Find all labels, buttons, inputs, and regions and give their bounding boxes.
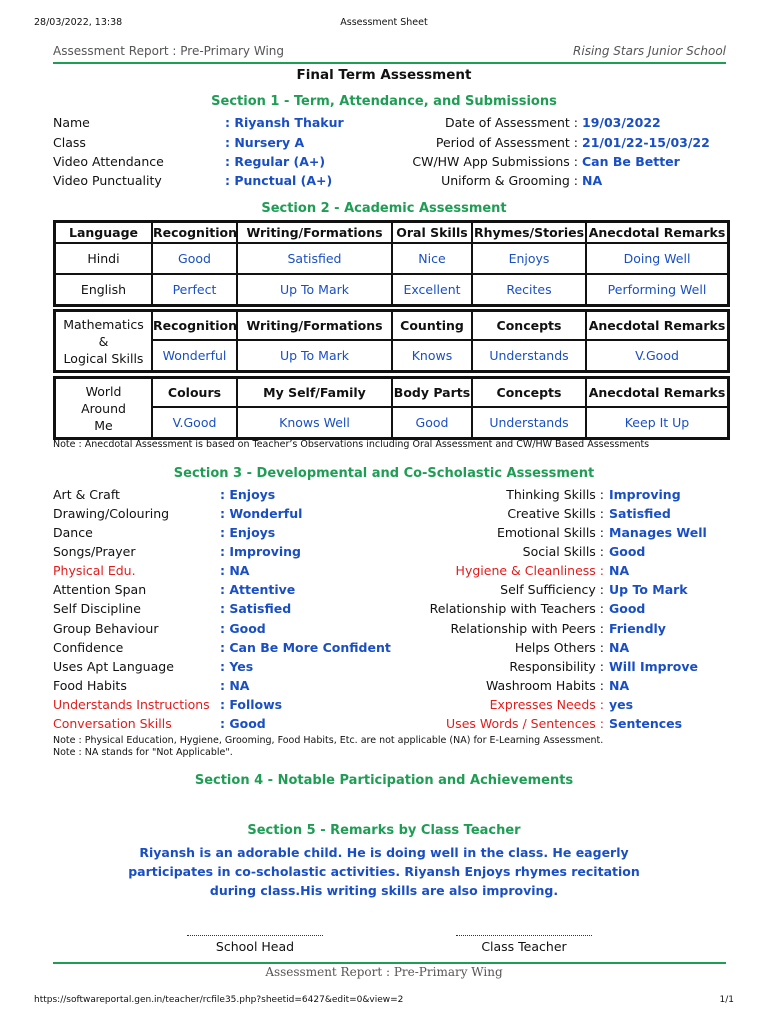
s3-label: Attention Span <box>53 582 147 597</box>
table-row <box>55 340 728 371</box>
table-header-cell: Language <box>55 222 152 243</box>
s1-value-submissions: Can Be Better <box>582 154 680 169</box>
s3-label: Relationship with Teachers : <box>429 601 604 616</box>
s1-label-uniform: Uniform & Grooming : <box>441 173 578 188</box>
table-cell: Excellent <box>392 274 472 305</box>
table-header-cell: Recognition <box>152 311 237 340</box>
s1-value-period: 21/01/22-15/03/22 <box>582 135 710 150</box>
s3-value: Good <box>609 544 646 559</box>
table-cell: Up To Mark <box>237 274 392 305</box>
table-header-cell: Concepts <box>472 378 586 407</box>
subject-line: Logical Skills <box>63 350 144 366</box>
s1-value-video-punctuality: : Punctual (A+) <box>225 173 333 188</box>
s3-value: : Enjoys <box>220 525 276 540</box>
s3-value: Friendly <box>609 621 666 636</box>
subject-line: Around <box>81 400 126 416</box>
print-url: https://softwareportal.gen.in/teacher/rcfile35.php?sheetid=6427&edit=0&view=2 <box>34 995 404 1005</box>
s3-value: NA <box>609 640 630 655</box>
subject-line: Me <box>94 417 113 433</box>
table-cell: V.Good <box>586 340 728 371</box>
s3-value: Improving <box>609 487 681 502</box>
header-divider <box>53 62 726 64</box>
s3-label: Self Sufficiency : <box>500 582 604 597</box>
remark-line: Riyansh is an adorable child. He is doing well in the class. He eagerly <box>139 845 629 860</box>
subject-cell: English <box>55 274 152 305</box>
report-header-left: Assessment Report : Pre-Primary Wing <box>53 44 284 58</box>
s3-value: NA <box>609 563 630 578</box>
s3-label: Songs/Prayer <box>53 544 136 559</box>
s1-label-date: Date of Assessment : <box>444 115 578 130</box>
section3-note: Note : Physical Education, Hygiene, Grooming, Food Habits, Etc. are not applicable (NA) for E-Learning Assessment. <box>53 735 604 746</box>
s3-value: : Satisfied <box>220 601 292 616</box>
s3-value: Up To Mark <box>609 582 688 597</box>
table-header-row <box>55 378 728 407</box>
s3-value: : Can Be More Confident <box>220 640 391 655</box>
s3-value: : Improving <box>220 544 302 559</box>
table-cell: Performing Well <box>586 274 728 305</box>
s1-label-video-attendance: Video Attendance <box>53 154 164 169</box>
s3-value: : NA <box>220 563 250 578</box>
s1-value-video-attendance: : Regular (A+) <box>225 154 326 169</box>
s1-value-class: : Nursery A <box>225 135 305 150</box>
table-cell: Wonderful <box>152 340 237 371</box>
table-header-cell: Oral Skills <box>392 222 472 243</box>
section3-title: Section 3 - Developmental and Co-Scholastic Assessment <box>173 466 595 481</box>
footer-divider <box>53 962 726 964</box>
section2-title: Section 2 - Academic Assessment <box>261 201 507 216</box>
subject-line: World <box>85 383 122 399</box>
table-header-cell: Writing/Formations <box>237 222 392 243</box>
s3-label: Helps Others : <box>514 640 604 655</box>
table-header-cell: Anecdotal Remarks <box>586 311 728 340</box>
table-header-cell: Concepts <box>472 311 586 340</box>
s3-value: : Wonderful <box>220 506 303 521</box>
s3-value: yes <box>609 697 634 712</box>
s3-value: : NA <box>220 678 250 693</box>
table-cell: Up To Mark <box>237 340 392 371</box>
table-header-cell: Recognition <box>152 222 237 243</box>
table-cell: Good <box>392 407 472 438</box>
language-table <box>53 220 730 307</box>
s3-label: Hygiene & Cleanliness : <box>455 563 604 578</box>
table-cell: V.Good <box>152 407 237 438</box>
s3-label: Art & Craft <box>53 487 120 502</box>
table-row <box>55 243 728 274</box>
math-table <box>53 309 730 373</box>
page-title: Final Term Assessment <box>296 67 472 83</box>
section4-title: Section 4 - Notable Participation and Achievements <box>194 773 574 788</box>
table-header-cell: My Self/Family <box>237 378 392 407</box>
table-cell: Understands <box>472 407 586 438</box>
s1-value-name: : Riyansh Thakur <box>225 115 344 130</box>
table-header-cell: Writing/Formations <box>237 311 392 340</box>
table-row <box>55 274 728 305</box>
print-datetime: 28/03/2022, 13:38 <box>34 17 123 28</box>
s3-label: Creative Skills : <box>507 506 604 521</box>
s3-label: Confidence <box>53 640 124 655</box>
s1-value-uniform: NA <box>582 173 603 188</box>
s3-label: Group Behaviour <box>53 621 159 636</box>
s1-label-name: Name <box>53 115 90 130</box>
school-name: Rising Stars Junior School <box>573 44 726 58</box>
signature-line <box>187 935 323 936</box>
subject-line: Mathematics <box>63 316 144 332</box>
footer: Assessment Report : Pre-Primary Wing <box>265 965 503 979</box>
table-cell: Recites <box>472 274 586 305</box>
s3-value: : Good <box>220 621 266 636</box>
s3-label: Thinking Skills : <box>506 487 604 502</box>
s3-label: Emotional Skills : <box>496 525 604 540</box>
s3-label: Self Discipline <box>53 601 141 616</box>
s3-value: Manages Well <box>609 525 707 540</box>
s1-label-class: Class <box>53 135 86 150</box>
table-cell: Perfect <box>152 274 237 305</box>
table-header-cell: Counting <box>392 311 472 340</box>
class-teacher-signature-label: Class Teacher <box>481 939 567 954</box>
table-header-cell: Anecdotal Remarks <box>586 222 728 243</box>
school-head-signature-label: School Head <box>215 939 295 954</box>
table-header-cell: Anecdotal Remarks <box>586 378 728 407</box>
remark-line: participates in co-scholastic activities. Riyansh Enjoys rhymes recitation <box>128 864 640 879</box>
s1-label-submissions: CW/HW App Submissions : <box>412 154 578 169</box>
s3-label: Dance <box>53 525 93 540</box>
table-header-cell: Colours <box>152 378 237 407</box>
subject-line: & <box>98 333 109 349</box>
s3-label: Drawing/Colouring <box>53 506 170 521</box>
section5-title: Section 5 - Remarks by Class Teacher <box>247 823 521 838</box>
table-cell: Understands <box>472 340 586 371</box>
print-tab-title: Assessment Sheet <box>340 17 428 28</box>
s3-label: Relationship with Peers : <box>450 621 604 636</box>
s3-value: : Follows <box>220 697 283 712</box>
s3-label: Expresses Needs : <box>489 697 604 712</box>
remark-line: during class.His writing skills are also improving. <box>209 883 559 898</box>
section2-note: Note : Anecdotal Assessment is based on Teacher’s Observations including Oral Assessment and CW/HW Based Assessments <box>53 439 650 450</box>
table-cell: Nice <box>392 243 472 274</box>
subject-cell <box>55 378 152 438</box>
signature-line <box>456 935 592 936</box>
s3-label: Conversation Skills <box>53 716 172 731</box>
s3-label: Social Skills : <box>522 544 604 559</box>
table-cell: Doing Well <box>586 243 728 274</box>
table-header-row <box>55 222 728 243</box>
s3-value: : Good <box>220 716 266 731</box>
subject-cell: Hindi <box>55 243 152 274</box>
table-header-cell: Body Parts <box>392 378 472 407</box>
subject-cell <box>55 311 152 371</box>
s1-label-period: Period of Assessment : <box>435 135 578 150</box>
s3-value: Satisfied <box>609 506 671 521</box>
s3-label: Washroom Habits : <box>485 678 604 693</box>
s3-value: Will Improve <box>609 659 698 674</box>
world-table <box>53 376 730 440</box>
table-header-row <box>55 311 728 340</box>
s3-value: : Enjoys <box>220 487 276 502</box>
table-cell: Satisfied <box>237 243 392 274</box>
s3-label: Uses Words / Sentences : <box>446 716 604 731</box>
s3-label: Responsibility : <box>509 659 604 674</box>
table-cell: Knows Well <box>237 407 392 438</box>
table-cell: Good <box>152 243 237 274</box>
table-cell: Keep It Up <box>586 407 728 438</box>
s3-label: Understands Instructions <box>53 697 210 712</box>
s3-value: NA <box>609 678 630 693</box>
s3-label: Food Habits <box>53 678 127 693</box>
table-row <box>55 407 728 438</box>
table-header-cell: Rhymes/Stories <box>472 222 586 243</box>
print-page-number: 1/1 <box>719 995 734 1005</box>
s3-value: : Attentive <box>220 582 296 597</box>
section1-title: Section 1 - Term, Attendance, and Submissions <box>211 94 557 109</box>
table-cell: Enjoys <box>472 243 586 274</box>
s3-value: Good <box>609 601 646 616</box>
s3-label: Physical Edu. <box>53 563 136 578</box>
s3-label: Uses Apt Language <box>53 659 174 674</box>
table-cell: Knows <box>392 340 472 371</box>
s1-value-date: 19/03/2022 <box>582 115 661 130</box>
section3-note: Note : NA stands for "Not Applicable". <box>53 747 233 758</box>
s3-value: : Yes <box>220 659 254 674</box>
s3-value: Sentences <box>609 716 683 731</box>
s1-label-video-punctuality: Video Punctuality <box>53 173 162 188</box>
